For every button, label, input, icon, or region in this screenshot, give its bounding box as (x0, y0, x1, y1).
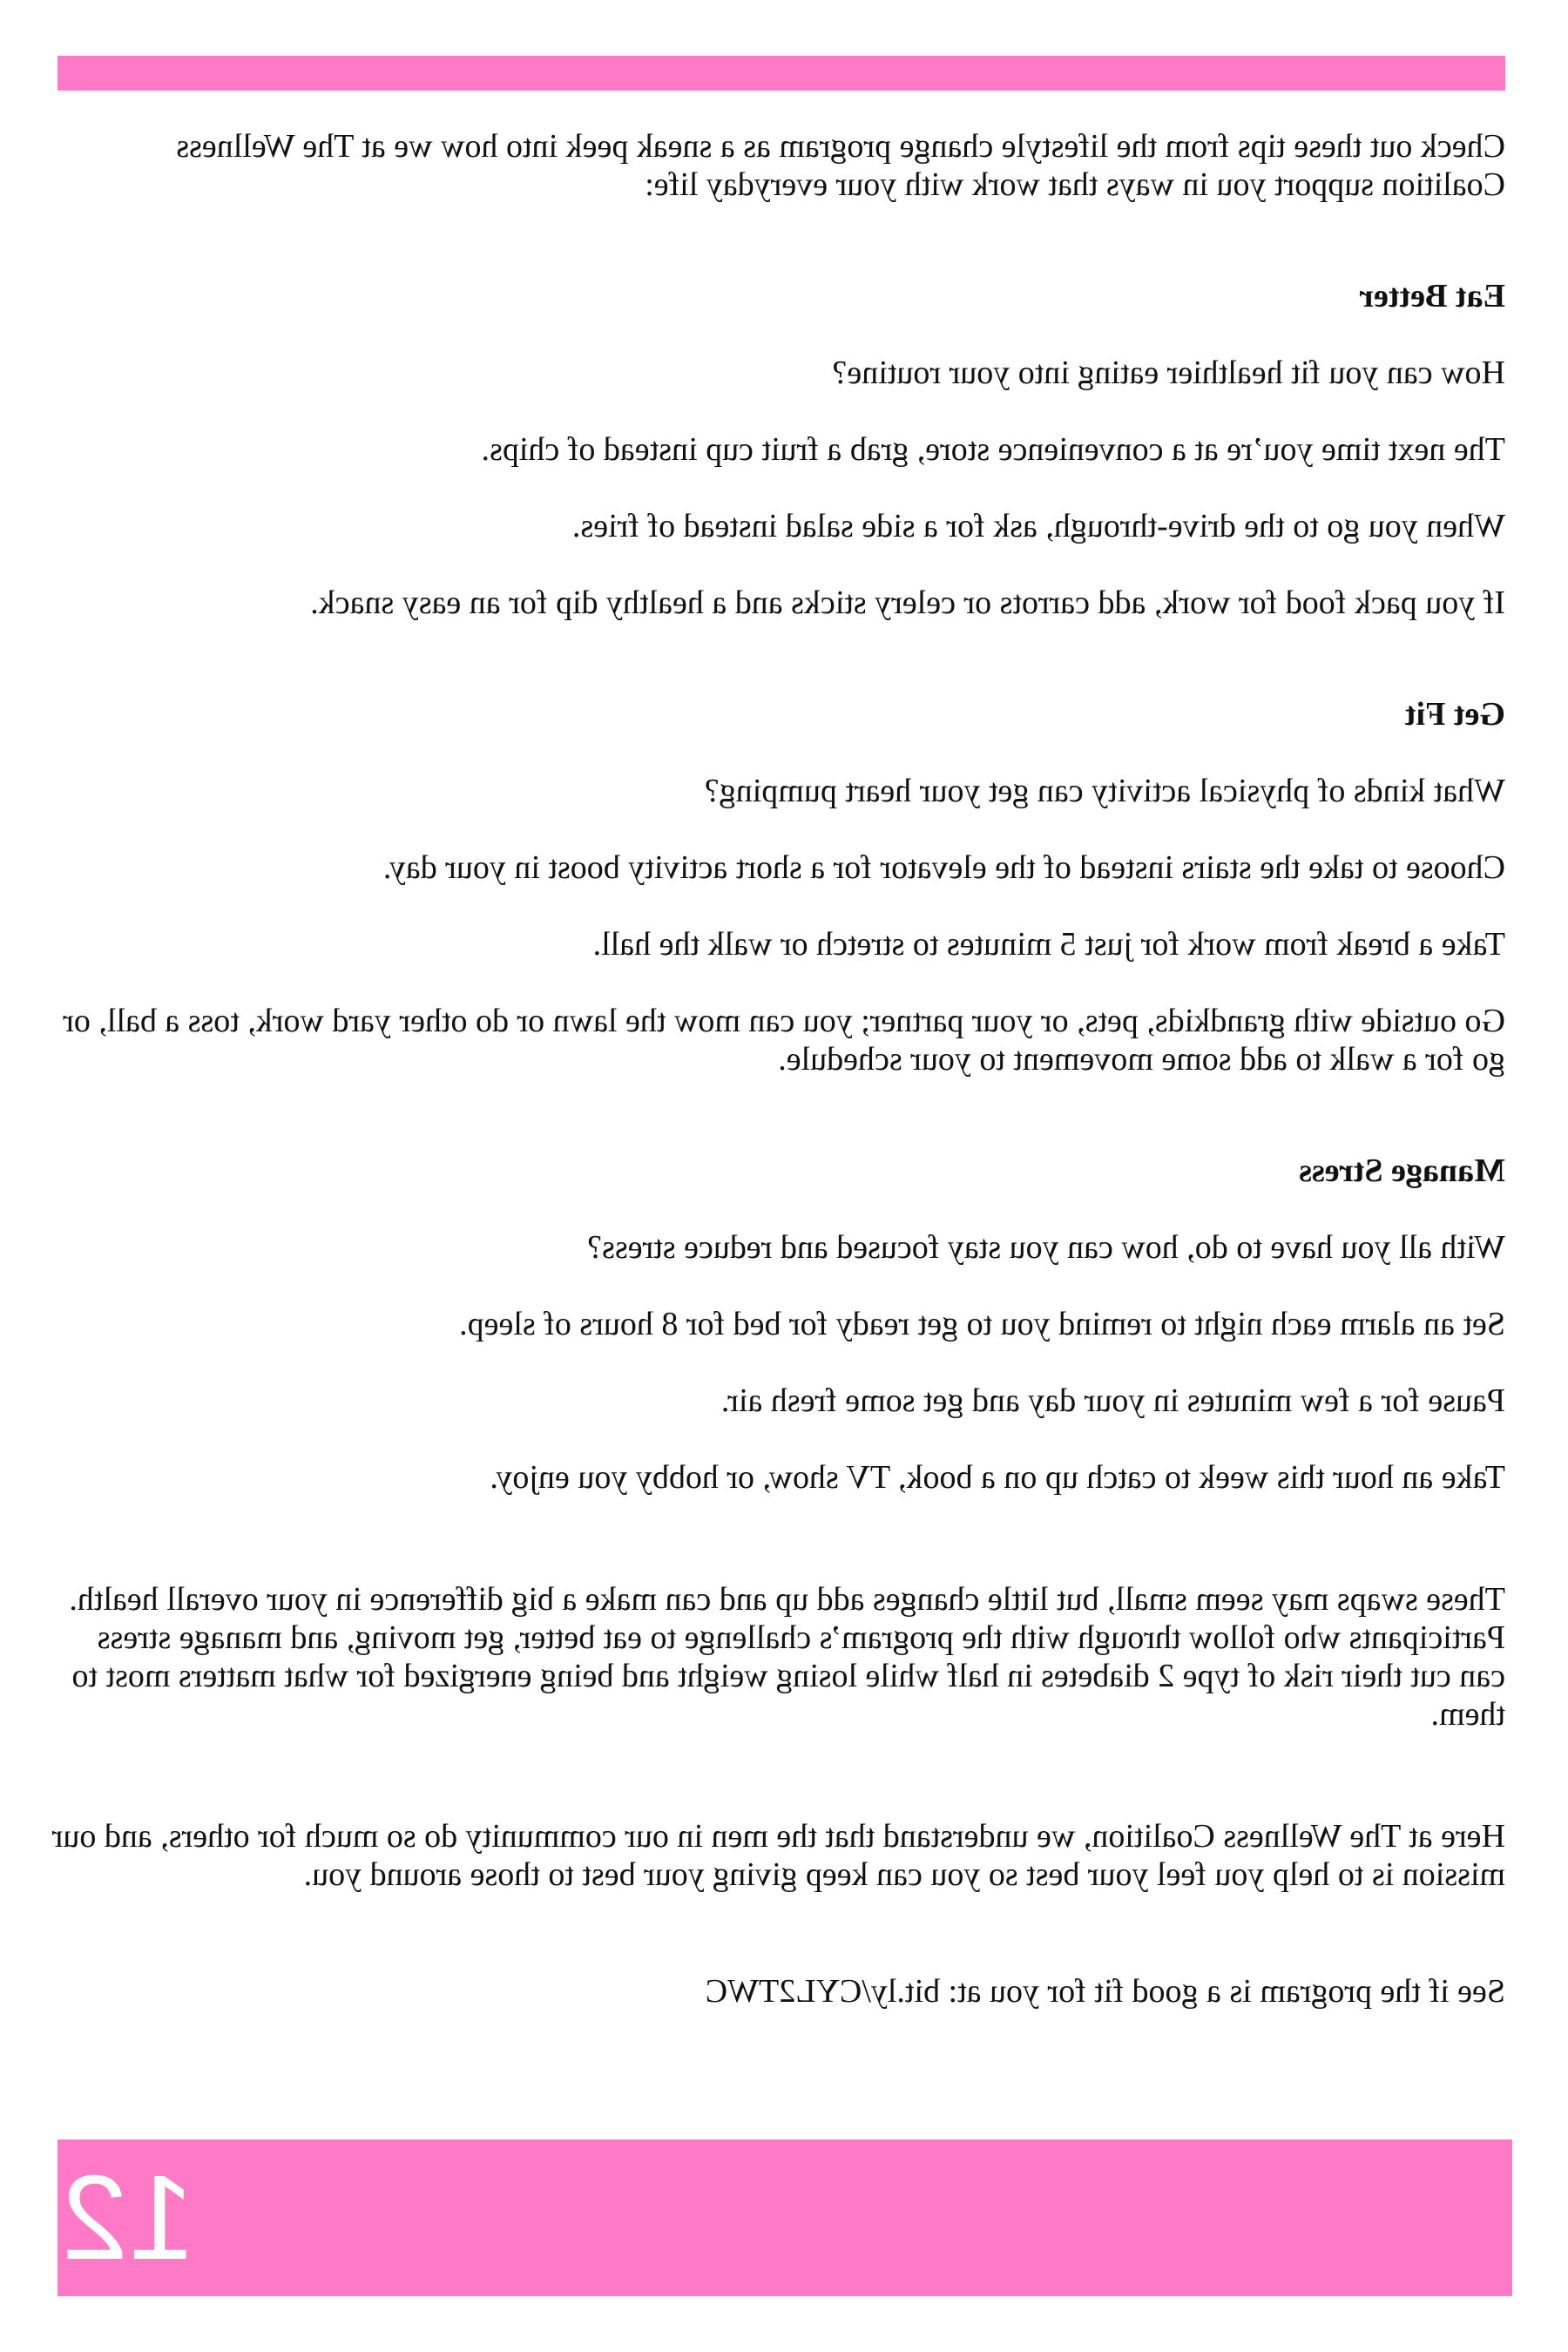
top-accent-bar (57, 56, 1505, 91)
tip-manage-stress-3: Take an hour this week to catch up on a book, TV show, or hobby you enjoy. (490, 1459, 1505, 1496)
tip-eat-better-3: If you pack food for work, add carrots or celery sticks and a healthy dip for an easy snack. (310, 585, 1505, 621)
section-question-get-fit: What kinds of physical activity can get your heart pumping? (704, 773, 1505, 809)
tip-get-fit-2: Take a break from work for just 5 minutes to stretch or walk the hall. (592, 926, 1505, 963)
section-question-manage-stress: With all you have to do, how can you stay focused and reduce stress? (587, 1229, 1505, 1266)
content (7, 127, 1505, 2011)
intro-paragraph: Check out these tips from the lifestyle change program as a sneak peek into how we at The Wellness Coalition support you in ways that work with your everyday life: (176, 128, 1505, 203)
page-number: 12 (61, 2151, 195, 2285)
tip-eat-better-2: When you go to the drive-through, ask for a side salad instead of fries. (571, 508, 1505, 544)
tip-manage-stress-2: Pause for a few minutes in your day and get some fresh air. (720, 1382, 1505, 1419)
closing-paragraph-1: These swaps may seem small, but little changes add up and can make a big difference in your overall health. Participants who follow through with the program’s challenge to eat better, get moving, and manage stress can cut their risk of type 2 diabetes in half while losing weight and being energized for what matters most to them. (69, 1581, 1505, 1733)
section-heading-eat-better: Eat Better (1359, 278, 1505, 314)
tip-get-fit-3: Go outside with grandkids, pets, or your partner; you can mow the lawn or do other yard work, toss a ball, or go for a walk to add some movement to your schedule. (63, 1003, 1505, 1078)
tip-eat-better-1: The next time you’re at a convenience store, grab a fruit cup instead of chips. (481, 431, 1505, 468)
section-heading-get-fit: Get Fit (1404, 696, 1505, 733)
section-question-eat-better: How can you fit healthier eating into your routine? (832, 355, 1505, 391)
program-link-line: See if the program is a good fit for you at: bit.ly/CYL2TWC (705, 1973, 1505, 2010)
tip-manage-stress-1: Set an alarm each night to remind you to get ready for bed for 8 hours of sleep. (459, 1306, 1505, 1342)
section-heading-manage-stress: Manage Stress (1299, 1152, 1505, 1189)
closing-paragraph-2: Here at The Wellness Coalition, we understand that the men in our community do so much for others, and our mission is to help you feel your best so you can keep giving your best to those around you. (51, 1818, 1505, 1893)
bottom-accent-bar (57, 2139, 1512, 2296)
tip-get-fit-1: Choose to take the stairs instead of the elevator for a short activity boost in your day. (382, 849, 1505, 886)
